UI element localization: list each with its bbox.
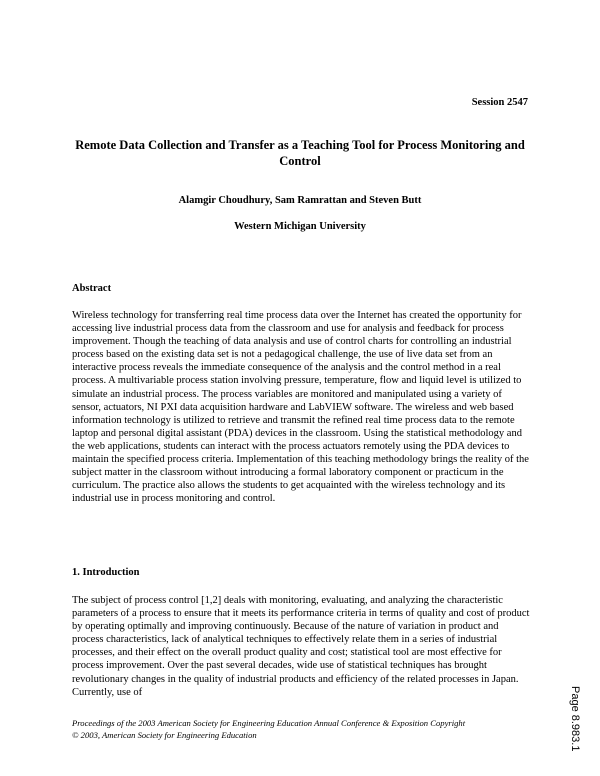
footer-copyright: © 2003, American Society for Engineering Education [72, 730, 257, 740]
abstract-text: Wireless technology for transferring real time process data over the Internet has created the opportunity for accessing live industrial process data from the classroom and use for analysis and feedback for process improvement. Though the teaching of data analysis and use of control charts for controlling an industrial process based on the existing data set is not a pedagogical challenge, the use of live data set from an interactive process reveals the immediate consequence of the analysis and the control method in a real process. A multivariable process station involving pressure, temperature, flow and liquid level is utilized to simulate an industrial process. The process variables are monitored and manipulated using a variety of sensor, actuators, NI PXI data acquisition hardware and LabVIEW software. The wireless and web based information technology is utilized to retrieve and transmit the refined real time process data to the remote laptop and personal digital assistant (PDA) devices in the classroom. Using the statistical methodology and the web applications, students can interact with the process actuators remotely using the PDA devices to maintain the specified process criteria. Implementation of this teaching methodology brings the reality of the subject matter in the classroom without introducing a formal laboratory component or practicum in the curriculum. The practice also allows the students to get acquainted with the wireless technology and its industrial use in process monitoring and control. [72, 310, 529, 505]
authors: Alamgir Choudhury, Sam Ramrattan and Steven Butt [178, 195, 422, 206]
introduction-text: The subject of process control [1,2] deals with monitoring, evaluating, and analyzing the characteristic parameters of a process to ensure that it meets its performance criteria in terms of quality and cost of product by operating optimally and improving continuously. Because of the nature of variation in product and process characteristics, lack of analytical techniques to effectively relate them in a series of industrial processes, and their effect on the overall product quality and cost; statistical tool are most effective for process improvement. Over the past several decades, wide use of statistical techniques has brought revolutionary changes in the quality of industrial products and efficiency of the related processes in Japan. Currently, use of [72, 595, 530, 698]
session-number: Session 2547 [471, 97, 528, 108]
footer [72, 717, 542, 741]
paper-title: Remote Data Collection and Transfer as a Teaching Tool for Process Monitoring and Control [75, 138, 525, 168]
page-number: Page 8.983.1 [569, 686, 581, 752]
affiliation: Western Michigan University [234, 221, 366, 232]
introduction-heading: 1. Introduction [72, 567, 140, 578]
abstract-heading: Abstract [72, 283, 112, 294]
footer-proceedings: Proceedings of the 2003 American Society for Engineering Education Annual Conference & Exposition Copyright [72, 718, 466, 728]
